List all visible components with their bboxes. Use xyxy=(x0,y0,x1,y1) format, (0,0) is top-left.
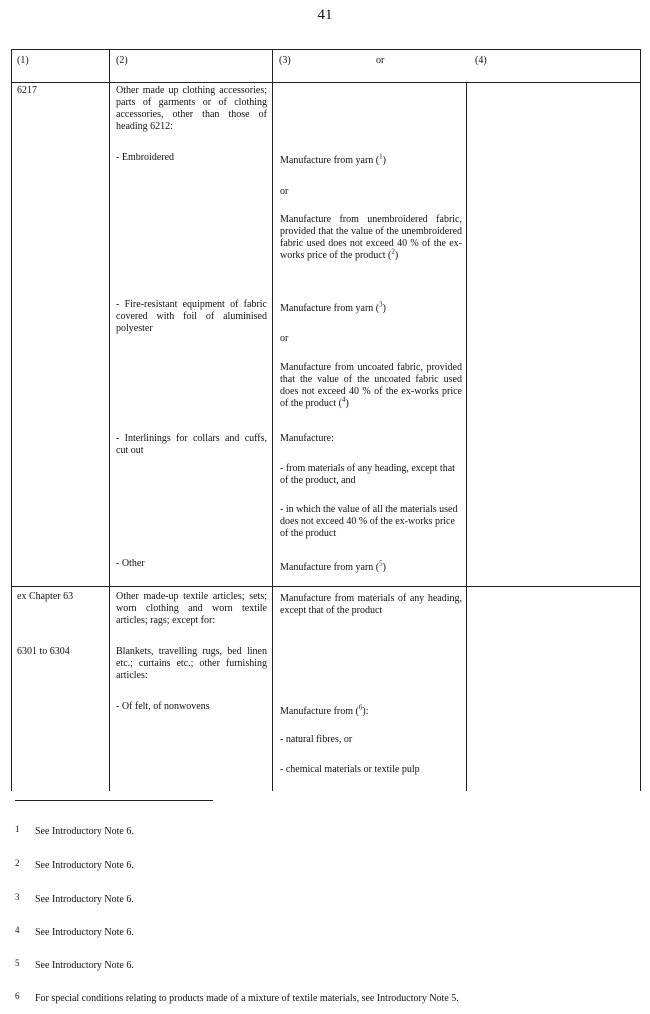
footnote-separator xyxy=(15,800,213,801)
footnote-4: 4 See Introductory Note 6. xyxy=(15,925,134,938)
footnote-6: 6 For special conditions relating to products made of a mixture of textile materials, see Introductory Note 5. xyxy=(15,991,459,1004)
rule-interlinings-bullet-1: - from materials of any heading, except that of the product, and xyxy=(280,463,455,486)
rule-felt: Manufacture from ($^6$): xyxy=(280,703,369,717)
footnote-2: 2 See Introductory Note 6. xyxy=(15,858,134,871)
footnote-5: 5 See Introductory Note 6. xyxy=(15,958,134,971)
footnote-ref-5: 5 xyxy=(379,559,383,568)
header-col-4: (4) xyxy=(475,55,487,66)
col-border-right xyxy=(640,49,641,791)
col-border-2 xyxy=(272,49,273,791)
heading-desc-ch63: Other made-up textile articles; sets; worn clothing and worn textile articles; rags; except for: xyxy=(116,591,267,626)
header-or: or xyxy=(376,55,385,66)
heading-desc-6301: Blankets, travelling rugs, bed linen etc.; curtains etc.; other furnishing articles: xyxy=(116,646,267,681)
rule-fire-or: or xyxy=(280,333,289,344)
table-top-border xyxy=(11,49,641,50)
heading-code-6301: 6301 to 6304 xyxy=(17,646,70,657)
item-fire-resistant: - Fire-resistant equipment of fabric covered with foil of aluminised polyester xyxy=(116,299,267,334)
rule-fire-a: Manufacture from yarn ($^3$) xyxy=(280,300,386,314)
item-embroidered: - Embroidered xyxy=(116,152,175,163)
footnote-ref-3: 3 xyxy=(379,300,383,309)
item-other: - Other xyxy=(116,558,145,569)
col-border-3-lower xyxy=(466,82,467,791)
rule-embroidered-or: or xyxy=(280,186,289,197)
col-border-1 xyxy=(109,49,110,791)
page-number: 41 xyxy=(317,7,333,23)
rule-felt-bullet-2: - chemical materials or textile pulp xyxy=(280,764,420,775)
header-col-3: (3) xyxy=(279,55,291,66)
footnote-1: 1 See Introductory Note 6. xyxy=(15,824,134,837)
footnote-3: 3 See Introductory Note 6. xyxy=(15,892,134,905)
rule-embroidered-b: Manufacture from unembroidered fabric, provided that the value of the unembroidered fabric used does not exceed 40 % of the ex-works price of the product ($^2$) xyxy=(280,214,462,261)
row-divider xyxy=(11,586,641,587)
footnote-ref-1: 1 xyxy=(379,152,383,161)
heading-desc-6217: Other made up clothing accessories; parts of garments or of clothing accessories, other than those of heading 6212: xyxy=(116,85,267,132)
rule-interlinings: Manufacture: xyxy=(280,433,334,444)
item-interlinings: - Interlinings for collars and cuffs, cut out xyxy=(116,433,267,456)
item-felt: - Of felt, of nonwovens xyxy=(116,701,210,712)
footnote-ref-4: 4 xyxy=(341,395,346,404)
rule-interlinings-bullet-2: - in which the value of all the materials used does not exceed 40 % of the ex-works price of the product xyxy=(280,504,458,539)
rule-other: Manufacture from yarn ($^5$) xyxy=(280,559,386,573)
heading-code-ch63: ex Chapter 63 xyxy=(17,591,74,602)
footnote-ref-2: 2 xyxy=(391,247,395,256)
header-col-2: (2) xyxy=(116,55,128,66)
rule-fire-b: Manufacture from uncoated fabric, provided that the value of the uncoated fabric used does not exceed 40 % of the ex-works price of the product ($^4$) xyxy=(280,362,462,409)
header-col-1: (1) xyxy=(17,55,29,66)
heading-code-6217: 6217 xyxy=(17,85,37,96)
header-bottom-border xyxy=(11,82,641,83)
rule-felt-bullet-1: - natural fibres, or xyxy=(280,734,353,745)
rule-embroidered-a: Manufacture from yarn ($^1$) xyxy=(280,152,386,166)
footnote-ref-6: 6 xyxy=(358,703,363,712)
rule-ch63: Manufacture from materials of any heading, except that of the product xyxy=(280,593,462,616)
col-border-left xyxy=(11,49,12,791)
